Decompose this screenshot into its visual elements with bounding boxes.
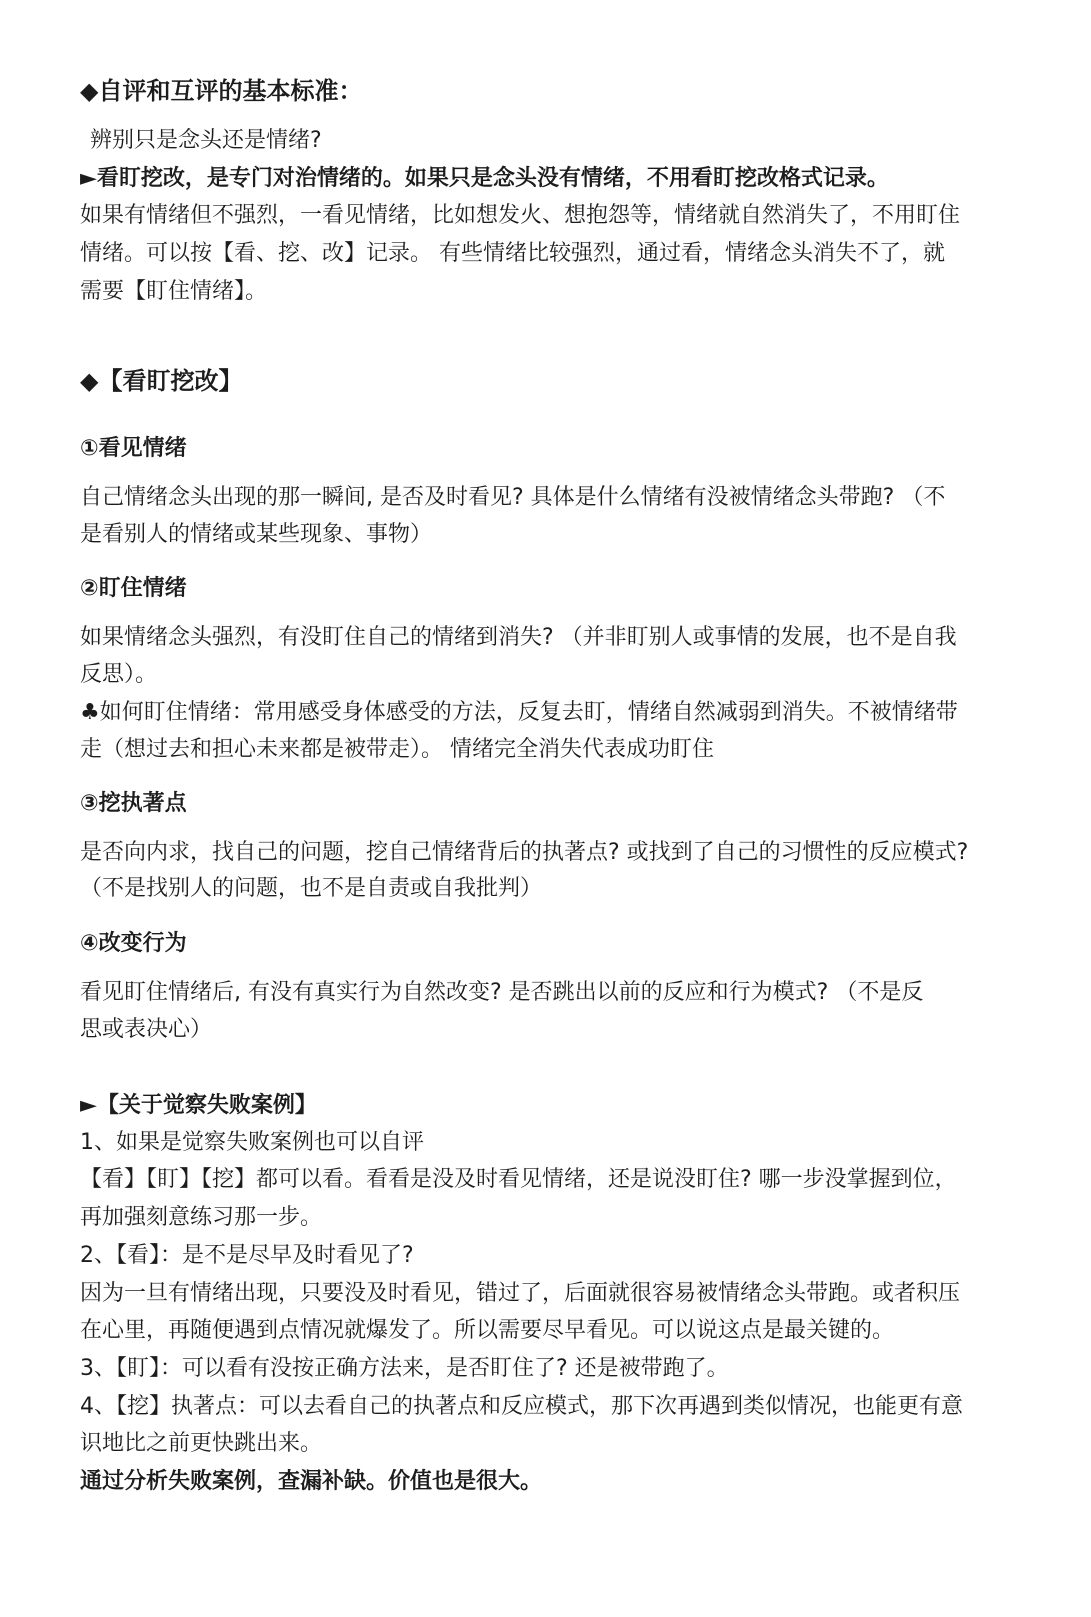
step-title-dig: ③挖执著点 — [80, 791, 187, 816]
step-see-line: 自己情绪念头出现的那一瞬间, 是否及时看见? 具体是什么情绪有没被情绪念头带跑? （不 — [80, 485, 946, 510]
step-dig-line: （不是找别人的问题，也不是自责或自我批判） — [80, 876, 543, 901]
step-see-line: 是看别人的情绪或某些现象、事物） — [80, 522, 433, 547]
section3-line: 【看】【盯】【挖】都可以看。看看是没及时看见情绪，还是说没盯住? 哪一步没掌握到位， — [80, 1167, 957, 1192]
section1-para-line: 如果有情绪但不强烈，一看见情绪，比如想发火、想抱怨等，情绪就自然消失了，不用盯住 — [80, 203, 961, 228]
step-stare-line: 如果情绪念头强烈，有没盯住自己的情绪到消失? （并非盯别人或事情的发展，也不是自我 — [80, 625, 957, 650]
section3-line: 识地比之前更快跳出来。 — [80, 1431, 323, 1456]
section3-line: 再加强刻意练习那一步。 — [80, 1205, 323, 1230]
step-change-line: 思或表决心） — [80, 1017, 213, 1042]
step-change-line: 看见盯住情绪后, 有没有真实行为自然改变? 是否跳出以前的反应和行为模式? （不是反 — [80, 980, 924, 1005]
section3-heading: ►【关于觉察失败案例】 — [80, 1093, 317, 1118]
section1-question: 辨别只是念头还是情绪? — [90, 128, 322, 153]
step-stare-line: ♣如何盯住情绪：常用感受身体感受的方法，反复去盯，情绪自然减弱到消失。不被情绪带 — [80, 700, 958, 725]
section3-line: 在心里，再随便遇到点情况就爆发了。所以需要尽早看见。可以说这点是最关键的。 — [80, 1318, 895, 1343]
section3-line: 1、如果是觉察失败案例也可以自评 — [80, 1130, 424, 1155]
section1-rule: ►看盯挖改，是专门对治情绪的。如果只是念头没有情绪，不用看盯挖改格式记录。 — [80, 166, 889, 191]
section2-heading: ◆【看盯挖改】 — [80, 367, 243, 395]
section3-line: 3、【盯】：可以看有没按正确方法来，是否盯住了? 还是被带跑了。 — [80, 1356, 729, 1381]
step-title-see: ①看见情绪 — [80, 436, 187, 461]
step-dig-line: 是否向内求，找自己的问题，挖自己情绪背后的执著点? 或找到了自己的习惯性的反应模式? — [80, 840, 969, 865]
step-title-stare: ②盯住情绪 — [80, 576, 187, 601]
section3-line: 因为一旦有情绪出现，只要没及时看见，错过了，后面就很容易被情绪念头带跑。或者积压 — [80, 1281, 961, 1306]
section3-line: 2、【看】：是不是尽早及时看见了? — [80, 1243, 414, 1268]
step-stare-line: 反思）。 — [80, 662, 158, 687]
section3-line: 4、【挖】执著点：可以去看自己的执著点和反应模式，那下次再遇到类似情况，也能更有意 — [80, 1394, 964, 1419]
step-title-change: ④改变行为 — [80, 931, 187, 956]
section1-heading: ◆自评和互评的基本标准： — [80, 77, 363, 105]
step-stare-line: 走（想过去和担心未来都是被带走）。 情绪完全消失代表成功盯住 — [80, 737, 714, 762]
section1-para-line: 情绪。可以按【看、挖、改】记录。 有些情绪比较强烈，通过看，情绪念头消失不了，就 — [80, 241, 945, 266]
section3-conclusion: 通过分析失败案例，查漏补缺。价值也是很大。 — [80, 1469, 543, 1494]
section1-para-line: 需要【盯住情绪】。 — [80, 279, 268, 304]
